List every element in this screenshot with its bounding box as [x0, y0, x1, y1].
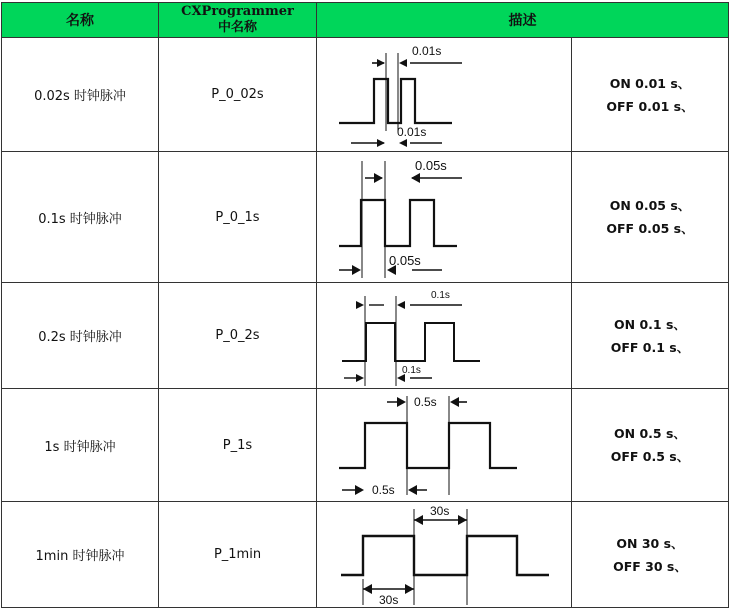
waveform-line [339, 423, 517, 468]
cx-name: P_0_2s [159, 283, 317, 389]
off-time-label: 0.01s [397, 124, 427, 139]
on-duration: ON 0.05 s、 [609, 198, 691, 213]
arrow-left-icon [450, 397, 459, 407]
arrow-left-icon [414, 515, 423, 525]
waveform-line [342, 323, 480, 361]
pulse-waveform [317, 39, 572, 151]
off-duration: OFF 0.01 s、 [606, 98, 694, 114]
off-duration: OFF 0.05 s、 [606, 221, 694, 236]
table-row [2, 502, 729, 608]
timing-diagram [317, 38, 572, 152]
header-cx-line2: 中名称 [217, 20, 257, 35]
pulse-name: 1min 时钟脉冲 [2, 502, 159, 608]
arrow-right-icon [458, 515, 467, 525]
off-duration: OFF 30 s、 [613, 558, 687, 574]
arrow-right-icon [377, 59, 385, 67]
cx-name: P_1min [159, 502, 317, 608]
pulse-name: 1s 时钟脉冲 [2, 389, 159, 502]
pulse-name: 0.1s 时钟脉冲 [2, 152, 159, 283]
pulse-name: 0.2s 时钟脉冲 [2, 283, 159, 389]
pulse-description [572, 152, 729, 283]
on-duration: ON 0.1 s、 [614, 316, 686, 332]
pulse-description [572, 38, 729, 152]
arrow-left-icon [397, 301, 405, 309]
pulse-name: 0.02s 时钟脉冲 [2, 38, 159, 152]
table-row [2, 283, 729, 389]
pulse-description [572, 502, 729, 608]
clock-pulse-table [1, 2, 729, 608]
arrow-left-icon [408, 485, 417, 495]
waveform-line [339, 79, 452, 123]
arrow-right-icon [374, 173, 383, 183]
arrow-right-icon [356, 301, 364, 309]
off-time-label: 0.1s [402, 364, 421, 376]
off-time-label: 30s [379, 592, 399, 607]
off-time-label: 0.05s [389, 252, 421, 268]
on-time-label: 0.01s [412, 43, 442, 58]
arrow-right-icon [397, 397, 406, 407]
off-duration: OFF 0.5 s、 [610, 449, 690, 464]
arrow-right-icon [355, 485, 364, 495]
waveform-line [339, 200, 457, 246]
pulse-waveform [317, 503, 572, 607]
pulse-waveform [317, 153, 572, 282]
pulse-waveform [317, 390, 572, 501]
timing-diagram [317, 389, 572, 502]
table-row [2, 389, 729, 502]
on-time-label: 0.1s [431, 289, 450, 301]
header-description: 描述 [317, 3, 729, 38]
arrow-left-icon [399, 59, 407, 67]
timing-diagram [317, 152, 572, 283]
cx-name: P_0_02s [159, 38, 317, 152]
header-cx-line1: CXProgrammer [181, 4, 294, 19]
timing-diagram [317, 502, 572, 608]
pulse-description [572, 283, 729, 389]
on-duration: ON 0.01 s、 [609, 75, 691, 91]
arrow-right-icon [377, 139, 385, 147]
arrow-right-icon [356, 374, 364, 382]
off-time-label: 0.5s [372, 482, 395, 497]
on-duration: ON 0.5 s、 [614, 426, 686, 441]
on-time-label: 30s [430, 503, 450, 518]
header-row [2, 3, 729, 38]
on-time-label: 0.5s [414, 394, 437, 409]
waveform-line [341, 536, 549, 575]
arrow-right-icon [405, 584, 414, 594]
cx-name: P_1s [159, 389, 317, 502]
on-time-label: 0.05s [415, 157, 447, 173]
header-name: 名称 [2, 3, 159, 38]
table-row [2, 152, 729, 283]
on-duration: ON 30 s、 [616, 535, 684, 551]
arrow-left-icon [363, 584, 372, 594]
arrow-left-icon [399, 139, 407, 147]
header-cxprogrammer-name [159, 3, 317, 38]
off-duration: OFF 0.1 s、 [610, 339, 690, 355]
arrow-right-icon [352, 265, 361, 275]
cx-name: P_0_1s [159, 152, 317, 283]
arrow-left-icon [411, 173, 420, 183]
table-row [2, 38, 729, 152]
pulse-waveform [317, 284, 572, 388]
timing-diagram [317, 283, 572, 389]
pulse-description [572, 389, 729, 502]
